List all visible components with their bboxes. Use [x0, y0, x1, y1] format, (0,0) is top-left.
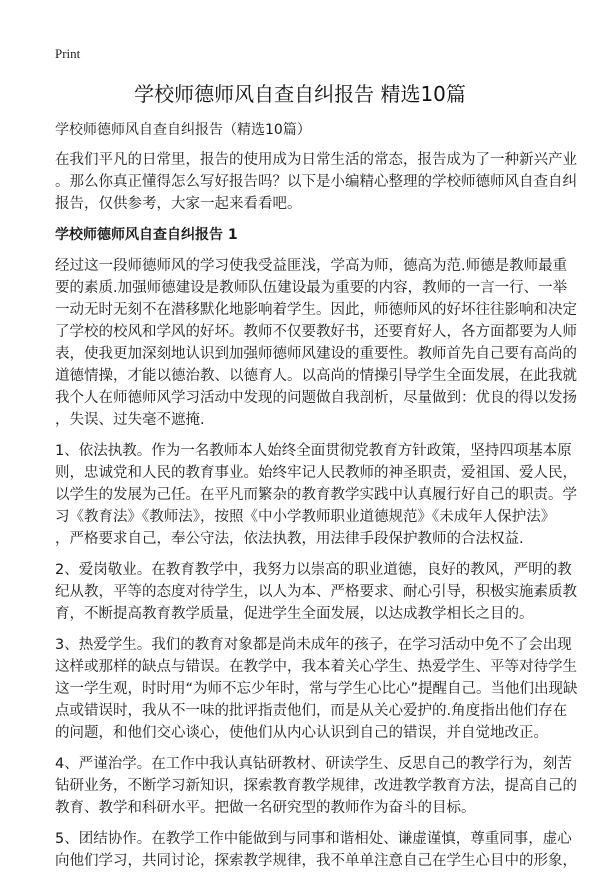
body-paragraph: [55, 440, 577, 550]
document-subtitle: 学校师德师风自查自纠报告（精选10篇）: [55, 122, 311, 138]
body-paragraph: [55, 828, 577, 872]
text-line: 向他们学习，共同讨论，探索教学规律，我不单单注意自己在学生心目中的形象，: [55, 853, 577, 869]
text-line: 教育、教学和科研水平。把做一名研究型的教师作为奋斗的目标。: [55, 800, 476, 816]
text-line: 的问题，和他们交心谈心，使他们从内心认识到自己的错误，并自觉地改正。: [55, 725, 548, 741]
text-line: 一动无时无刻不在潜移默化地影响着学生。因此，师德师风的好坏往往影响和决定: [55, 302, 577, 318]
section-heading: 学校师德师风自查自纠报告 1: [55, 227, 238, 243]
text-line: 则，忠诚党和人民的教育事业。始终牢记人民教师的神圣职责，爱祖国、爱人民，: [55, 465, 577, 481]
body-paragraph: [55, 753, 577, 819]
text-line: 了学校的校风和学风的好坏。教师不仅要教好书，还要育好人，各方面都要为人师: [55, 324, 577, 340]
text-line: 1、依法执教。作为一名教师本人始终全面贯彻党教育方针政策，坚持四项基本原: [55, 443, 572, 459]
text-line: 5、团结协作。在教学工作中能做到与同事和谐相处、谦虚谨慎，尊重同事，虚心: [55, 831, 572, 847]
body-paragraph: [55, 634, 578, 744]
document-body: [55, 149, 578, 881]
text-line: 要的素质.加强师德建设是教师队伍建设最为重要的内容，教师的一言一行、一举: [55, 280, 568, 296]
text-line: 以学生的发展为己任。在平凡而繁杂的教育教学实践中认真履行好自己的职责。学: [55, 487, 577, 503]
text-line: 经过这一段师德师风的学习使我受益匪浅，学高为师，德高为范.师德是教师最重: [55, 258, 568, 274]
text-line: 在我们平凡的日常里，报告的使用成为日常生活的常态，报告成为了一种新兴产业: [55, 152, 577, 168]
text-line: 3、热爱学生。我们的教育对象都是尚未成年的孩子，在学习活动中免不了会出现: [55, 637, 572, 653]
intro-paragraph: [55, 149, 577, 215]
text-line: 这一学生观，时时用“为师不忘少年时，常与学生心比心”提醒自己。当他们出现缺: [55, 681, 578, 697]
text-line: 纪从教，平等的态度对待学生，以人为本、严格要求、耐心引导，积极实施素质教: [55, 584, 577, 600]
text-line: 报告，仅供参考，大家一起来看看吧。: [55, 196, 302, 212]
text-line: 。那么你真正懂得怎么写好报告吗？以下是小编精心整理的学校师德师风自查自纠: [55, 174, 577, 190]
text-line: 表，使我更加深刻地认识到加强师德师风建设的重要性。教师首先自己要有高尚的: [55, 346, 577, 362]
text-line: ，失误、过失毫不遮掩.: [55, 412, 205, 428]
print-link[interactable]: Print: [55, 46, 81, 61]
text-line: 点或错误时，我从不一味的批评指责他们，而是从关心爱护的.角度指出他们存在: [55, 703, 568, 719]
text-line: 钻研业务，不断学习新知识，探索教育教学规律，改进教学教育方法，提高自己的: [55, 778, 577, 794]
text-line: 育，不断提高教育教学质量，促进学生全面发展，以达成教学相长之目的。: [55, 606, 534, 622]
section-paragraphs: [55, 255, 578, 872]
body-paragraph: [55, 559, 577, 625]
body-paragraph: [55, 255, 577, 431]
text-line: 我个人在师德师风学习活动中发现的问题做自我剖析，尽量做到：优良的得以发扬: [55, 390, 577, 406]
text-line: 4、严谨治学。在工作中我认真钻研教材、研读学生、反思自己的教学行为，刻苦: [55, 756, 572, 772]
text-line: 2、爱岗敬业。在教育教学中，我努力以崇高的职业道德，良好的教风，严明的教: [55, 562, 572, 578]
text-line: 道德情操，才能以德治教、以德育人。以高尚的情操引导学生全面发展，在此我就: [55, 368, 577, 384]
text-line: 习《教育法》《教师法》，按照《中小学教师职业道德规范》《未成年人保护法》: [55, 509, 556, 525]
document-title: 学校师德师风自查自纠报告 精选10篇: [134, 82, 466, 106]
text-line: ，严格要求自己，奉公守法，依法执教，用法律手段保护教师的合法权益.: [55, 531, 524, 547]
text-line: 这样或那样的缺点与错误。在教学中，我本着关心学生、热爱学生、平等对待学生: [55, 659, 577, 675]
